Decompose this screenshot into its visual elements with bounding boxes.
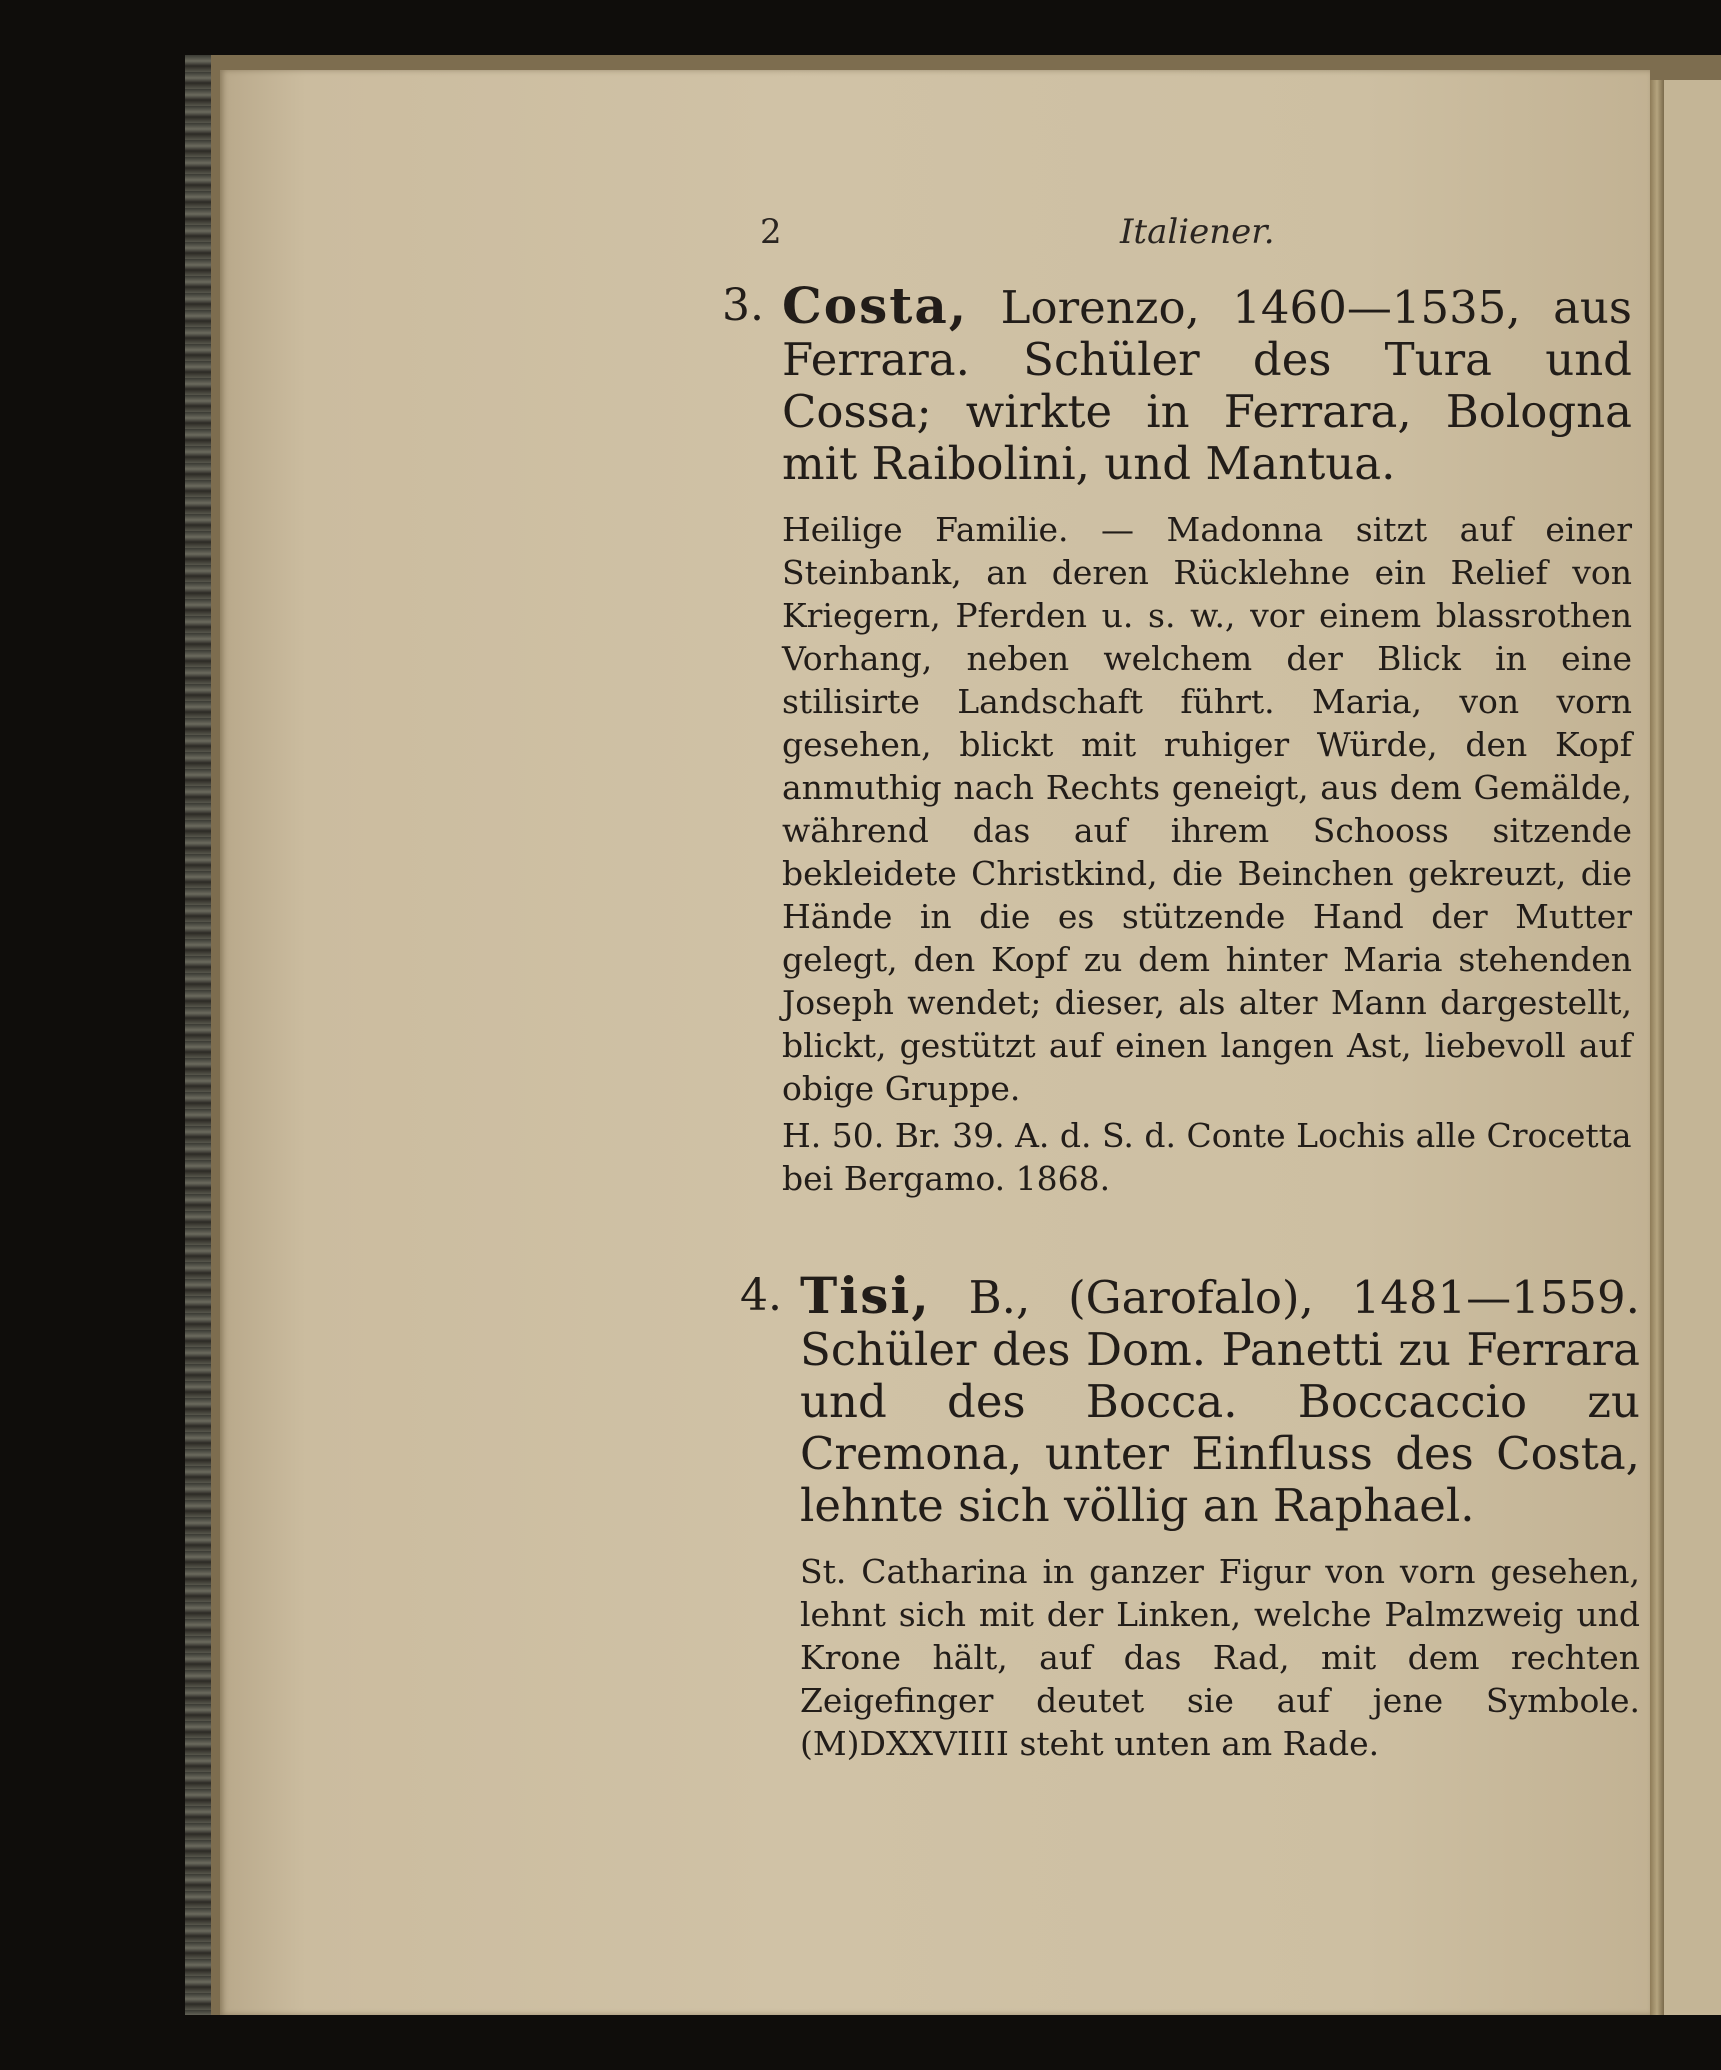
entry-heading [722,276,1632,490]
painting-description: Heilige Familie. — Madonna sitzt auf einer Steinbank, an deren Rücklehne ein Relief von Kriegern, Pferden u. s. w., vor einem blassrothen Vorhang, neben welchem der Blick in eine stilisirte Landschaft führt. Maria, von vorn gesehen, blickt mit ruhiger Würde, den Kopf anmuthig nach Rechts geneigt, aus dem Gemälde, während das auf ihrem Schooss sitzende bekleidete Christkind, die Beinchen gekreuzt, die Hände in die es stützende Hand der Mutter gelegt, den Kopf zu dem hinter Maria stehenden Joseph wendet; dieser, als alter Mann dargestellt, blickt, gestützt auf einen langen Ast, liebevoll auf obige Gruppe. [782,510,1632,1108]
painting-description: St. Catharina in ganzer Figur von vorn gesehen, lehnt sich mit der Linken, welche Palmzweig und Krone hält, auf das Rad, mit dem rechten Zeigefinger deutet sie auf jene Symbole. (M)DXXVIIII steht unten am Rade. [800,1552,1640,1763]
artist-name: Costa, [782,276,969,335]
painting-dimensions: H. 50. Br. 39. A. d. S. d. Conte Lochis alle Crocetta bei Bergamo. 1868. [782,1116,1632,1198]
catalog-entry [740,1266,1640,1765]
artist-name: Tisi, [800,1266,931,1325]
catalog-entry [722,276,1632,1200]
artist-biography: Lorenzo, 1460—1535, aus Ferrara. Schüler des Tura und Cossa; wirkte in Ferrara, Bologna mit Raibolini, und Mantua. [782,281,1632,490]
entry-number: 3. [722,280,764,331]
page-header [760,212,1640,262]
entry-number: 4. [740,1270,782,1321]
entry-heading [740,1266,1640,1532]
running-head: Italiener. [1120,212,1275,252]
book-spine [185,55,211,2015]
page-gutter [1650,80,1664,2015]
page-number: 2 [760,212,782,252]
next-page-edge [1664,80,1721,2015]
artist-biography: B., (Garofalo), 1481—1559. Schüler des Dom. Panetti zu Ferrara und des Bocca. Boccaccio zu Cremona, unter Einfluss des Costa, lehnte sich völlig an Raphael. [800,1271,1640,1532]
